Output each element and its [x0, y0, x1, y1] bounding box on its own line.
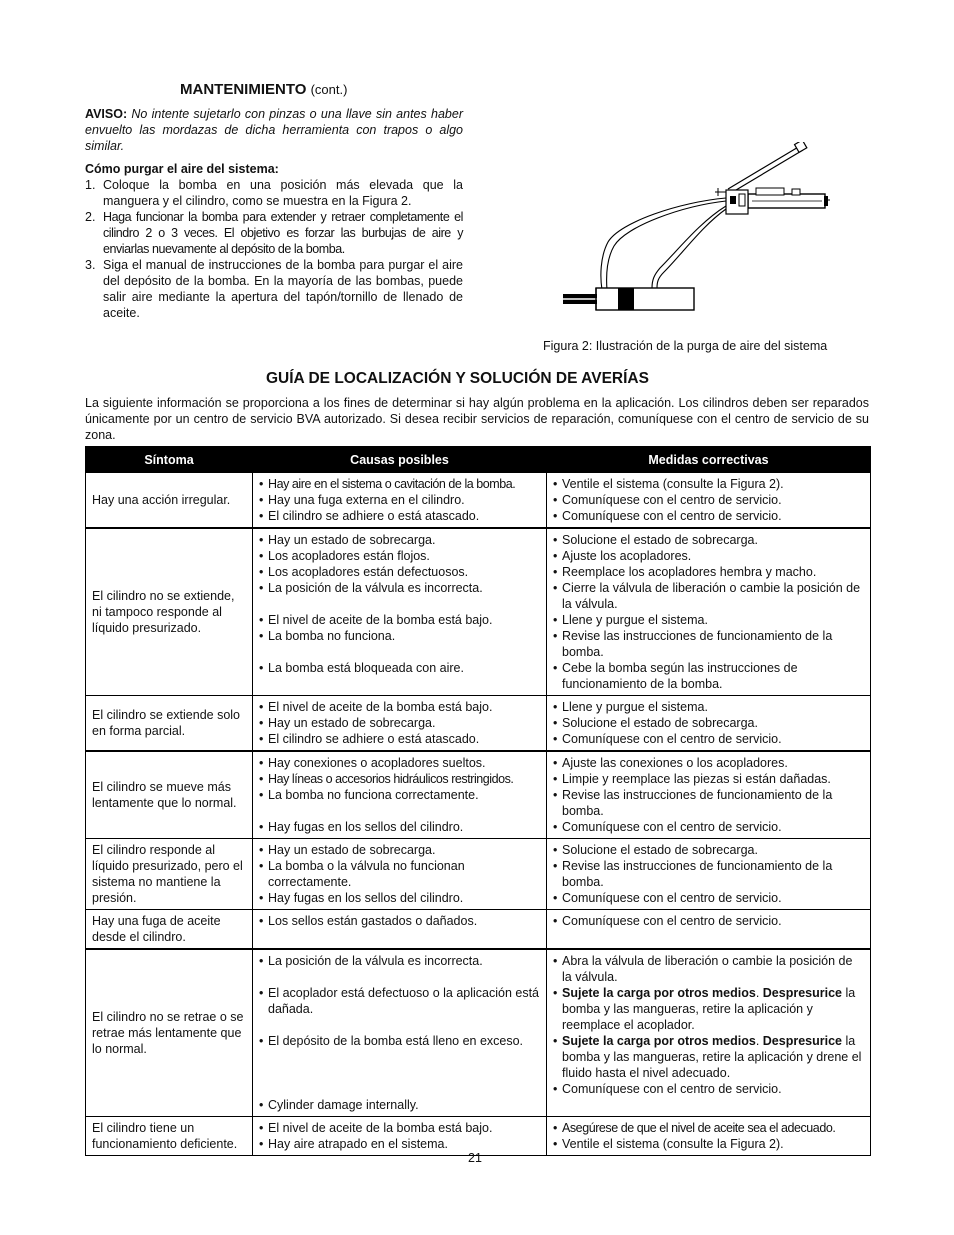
- cause-item: • El depósito de la bomba está lleno en exceso.: [259, 1034, 524, 1048]
- causes-cell: [253, 1117, 547, 1156]
- remedy-item: • Limpie y reemplace las piezas si están dañadas.: [553, 772, 831, 786]
- cause-item: • Hay fugas en los sellos del cilindro.: [259, 891, 464, 905]
- remedy-item: • Comuníquese con el centro de servicio.: [553, 820, 782, 834]
- table-row: [86, 949, 871, 1117]
- table-row: [86, 1117, 871, 1156]
- remedy-item: • Ajuste las conexiones o los acopladores.: [553, 756, 788, 770]
- remedies-cell: [547, 1117, 871, 1156]
- maintenance-title-text: MANTENIMIENTO: [180, 81, 307, 98]
- remedy-item: • Comuníquese con el centro de servicio.: [553, 732, 782, 746]
- causes-cell: [253, 751, 547, 839]
- table-row: [86, 910, 871, 950]
- cause-item: • Hay aire atrapado en el sistema.: [259, 1137, 448, 1151]
- remedy-item: • Comuníquese con el centro de servicio.: [553, 891, 782, 905]
- cause-item: • Los acopladores están flojos.: [259, 549, 430, 563]
- cause-item: • Hay fugas en los sellos del cilindro.: [259, 820, 464, 834]
- aviso-text: No intente sujetarlo con pinzas o una llave sin antes haber envuelto las mordazas de dicha herramienta con trapos o algo similar.: [85, 107, 463, 153]
- purge-title: Cómo purgar el aire del sistema:: [85, 162, 279, 176]
- cause-item: • Cylinder damage internally.: [259, 1098, 419, 1112]
- symptom-cell: El cilindro responde al líquido presurizado, pero el sistema no mantiene la presión.: [86, 839, 253, 910]
- table-row: [86, 751, 871, 839]
- remedy-item: • Solucione el estado de sobrecarga.: [553, 716, 758, 730]
- purge-step: [85, 257, 463, 321]
- remedy-item: • Solucione el estado de sobrecarga.: [553, 843, 758, 857]
- remedy-item: • Cierre la válvula de liberación o cambie la posición de la válvula.: [553, 581, 861, 611]
- table-row: [86, 696, 871, 752]
- symptom-cell: El cilindro se mueve más lentamente que lo normal.: [86, 751, 253, 839]
- causes-cell: [253, 473, 547, 529]
- cause-item: • Hay un estado de sobrecarga.: [259, 716, 436, 730]
- maintenance-title: [180, 81, 347, 98]
- remedies-cell: [547, 696, 871, 752]
- header-symptom: Síntoma: [86, 447, 253, 473]
- remedy-item: • Cebe la bomba según las instrucciones de funcionamiento de la bomba.: [553, 661, 798, 691]
- symptom-cell: El cilindro se extiende solo en forma parcial.: [86, 696, 253, 752]
- cause-item: • El nivel de aceite de la bomba está bajo.: [259, 613, 493, 627]
- remedy-item: • Revise las instrucciones de funcionamiento de la bomba.: [553, 629, 833, 659]
- cause-item: • La bomba no funciona.: [259, 629, 396, 643]
- guide-title: GUÍA DE LOCALIZACIÓN Y SOLUCIÓN DE AVERÍAS: [266, 370, 649, 387]
- guide-intro: La siguiente información se proporciona a los fines de determinar si hay algún problema en la aplicación. Los cilindros deben ser reparados únicamente por un centro de servicio BVA autorizado. Si desea recibir servicios de reparación, comuníquese con el centro de servicio de su zona.: [85, 396, 869, 442]
- remedy-item: • Abra la válvula de liberación o cambie la posición de la válvula.: [553, 954, 853, 984]
- remedy-item: • Revise las instrucciones de funcionamiento de la bomba.: [553, 859, 833, 889]
- remedies-cell: [547, 751, 871, 839]
- troubleshooting-table: [85, 446, 871, 1156]
- remedy-item: • Comuníquese con el centro de servicio.: [553, 1082, 782, 1096]
- cause-item: • La posición de la válvula es incorrecta.: [259, 954, 483, 968]
- step-number: 1.: [85, 178, 96, 192]
- remedy-item: • Sujete la carga por otros medios. Despresurice la bomba y las mangueras, retire la aplicación y drene el fluido hasta el nivel adecuado.: [553, 1034, 862, 1080]
- cause-item: • El nivel de aceite de la bomba está bajo.: [259, 1121, 493, 1135]
- cause-item: • Hay conexiones o acopladores sueltos.: [259, 756, 486, 770]
- page-number: 21: [468, 1151, 482, 1165]
- remedy-item: • Llene y purgue el sistema.: [553, 700, 708, 714]
- cause-item: • Hay un estado de sobrecarga.: [259, 533, 436, 547]
- figure-caption: Figura 2: Ilustración de la purga de aire del sistema: [543, 339, 828, 353]
- cause-item: • Hay aire en el sistema o cavitación de la bomba.: [259, 477, 516, 491]
- purge-step: [85, 209, 463, 257]
- pump-cylinder-illustration: [560, 142, 850, 314]
- cause-item: • El nivel de aceite de la bomba está bajo.: [259, 700, 493, 714]
- table-row: [86, 473, 871, 529]
- remedy-item: • Revise las instrucciones de funcionamiento de la bomba.: [553, 788, 833, 818]
- remedy-item: • Comuníquese con el centro de servicio.: [553, 493, 782, 507]
- symptom-cell: Hay una acción irregular.: [86, 473, 253, 529]
- remedy-item: • Asegúrese de que el nivel de aceite sea el adecuado.: [553, 1121, 836, 1135]
- remedy-item: • Comuníquese con el centro de servicio.: [553, 509, 782, 523]
- cause-item: • Hay una fuga externa en el cilindro.: [259, 493, 465, 507]
- remedy-item: • Ajuste los acopladores.: [553, 549, 692, 563]
- causes-cell: [253, 949, 547, 1117]
- cause-item: • Hay líneas o accesorios hidráulicos restringidos.: [259, 772, 514, 786]
- remedies-cell: [547, 949, 871, 1117]
- step-text: Coloque la bomba en una posición más elevada que la manguera y el cilindro, como se muestra en la Figura 2.: [103, 178, 463, 208]
- cause-item: • La bomba está bloqueada con aire.: [259, 661, 464, 675]
- symptom-cell: Hay una fuga de aceite desde el cilindro.: [86, 910, 253, 950]
- cause-item: • Hay un estado de sobrecarga.: [259, 843, 436, 857]
- remedies-cell: [547, 528, 871, 696]
- remedies-cell: [547, 839, 871, 910]
- remedy-item: • Reemplace los acopladores hembra y macho.: [553, 565, 817, 579]
- remedy-item: • Solucione el estado de sobrecarga.: [553, 533, 758, 547]
- symptom-cell: El cilindro tiene un funcionamiento deficiente.: [86, 1117, 253, 1156]
- step-number: 2.: [85, 210, 96, 224]
- remedies-cell: [547, 910, 871, 950]
- cause-item: • El cilindro se adhiere o está atascado.: [259, 509, 480, 523]
- cause-item: • Los acopladores están defectuosos.: [259, 565, 469, 579]
- cause-item: • La bomba o la válvula no funcionan correctamente.: [259, 859, 465, 889]
- remedy-item: • Ventile el sistema (consulte la Figura 2).: [553, 1137, 784, 1151]
- causes-cell: [253, 839, 547, 910]
- causes-cell: [253, 696, 547, 752]
- step-text: Siga el manual de instrucciones de la bomba para purgar el aire del depósito de la bomba. En la mayoría de las bombas, puede salir aire mediante la apertura del tapón/tornillo de llenado de aceite.: [103, 258, 463, 320]
- symptom-cell: El cilindro no se extiende, ni tampoco responde al líquido presurizado.: [86, 528, 253, 696]
- step-text: Haga funcionar la bomba para extender y retraer completamente el cilindro 2 o 3 veces. El objetivo es forzar las burbujas de aire y enviarlas nuevamente al depósito de la bomba.: [103, 210, 463, 256]
- cause-item: • La posición de la válvula es incorrecta.: [259, 581, 483, 595]
- table-row: [86, 839, 871, 910]
- cause-item: • El acoplador está defectuoso o la aplicación está dañada.: [259, 986, 540, 1016]
- maintenance-cont: (cont.): [310, 82, 348, 97]
- aviso-label: AVISO:: [85, 107, 128, 121]
- table-row: [86, 528, 871, 696]
- remedy-item: • Sujete la carga por otros medios. Despresurice la bomba y las mangueras, retire la aplicación y reemplace el acoplador.: [553, 986, 856, 1032]
- remedies-cell: [547, 473, 871, 529]
- cause-item: • La bomba no funciona correctamente.: [259, 788, 479, 802]
- remedy-item: • Comuníquese con el centro de servicio.: [553, 914, 782, 928]
- cause-item: • Los sellos están gastados o dañados.: [259, 914, 478, 928]
- aviso-paragraph: [85, 106, 463, 154]
- purge-step: [85, 177, 463, 209]
- causes-cell: [253, 528, 547, 696]
- remedy-item: • Ventile el sistema (consulte la Figura 2).: [553, 477, 784, 491]
- table-header-row: [86, 447, 871, 473]
- purge-steps: [85, 177, 463, 321]
- header-remedies: Medidas correctivas: [547, 447, 871, 473]
- symptom-cell: El cilindro no se retrae o se retrae más lentamente que lo normal.: [86, 949, 253, 1117]
- header-causes: Causas posibles: [253, 447, 547, 473]
- remedy-item: • Llene y purgue el sistema.: [553, 613, 708, 627]
- cause-item: • El cilindro se adhiere o está atascado.: [259, 732, 480, 746]
- step-number: 3.: [85, 258, 96, 272]
- causes-cell: [253, 910, 547, 950]
